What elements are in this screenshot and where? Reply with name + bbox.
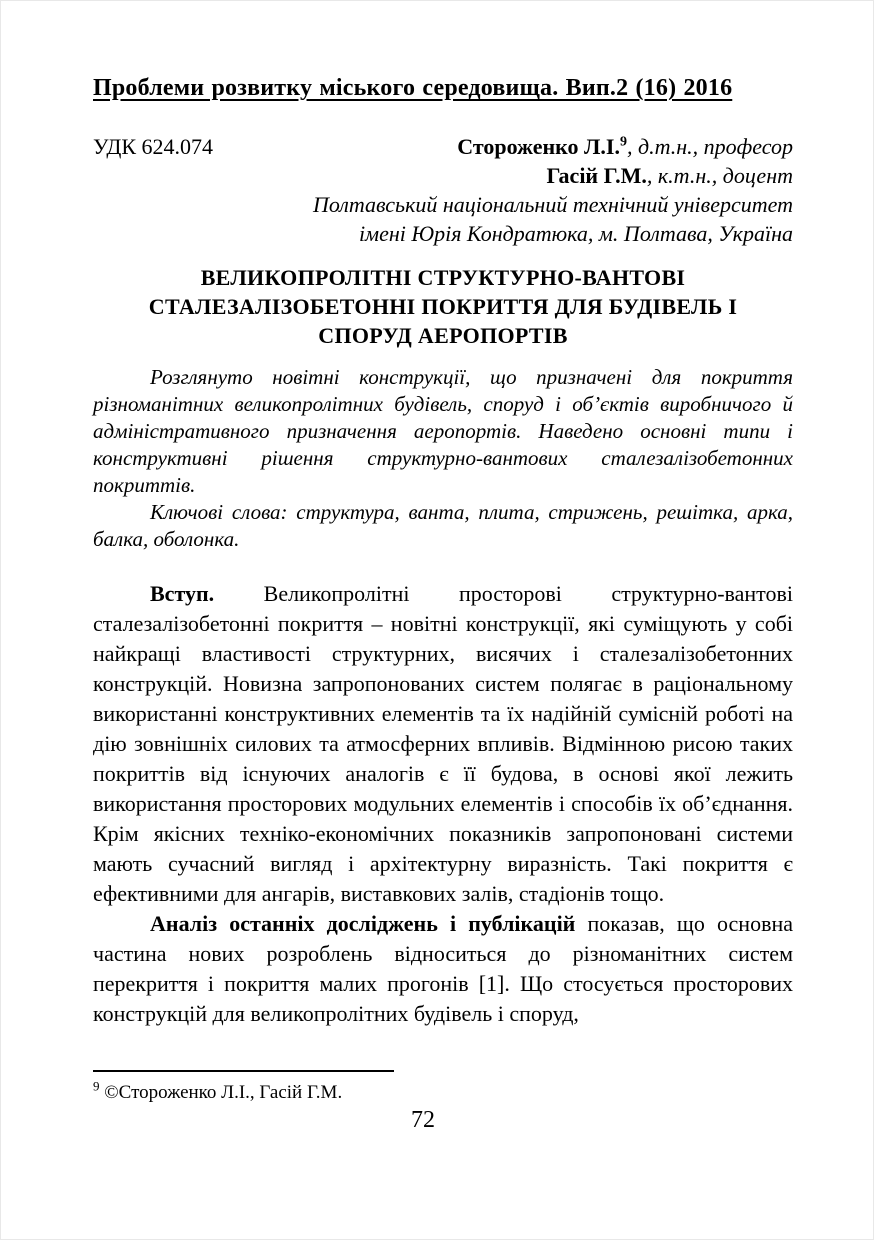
abstract-block — [93, 364, 793, 553]
analysis-paragraph — [93, 909, 793, 1029]
footnote-text: ©Стороженко Л.І., Гасій Г.М. — [104, 1082, 343, 1103]
udc-code: УДК 624.074 — [93, 134, 214, 159]
analysis-text: показав, що основна частина нових розроблень відноситься до різноманітних систем перекриття і покриття малих прогонів [1]. Що стосується просторових конструкцій для великопролітних будівель і споруд, — [93, 911, 793, 1026]
author-credentials: , д.т.н., професор — [626, 134, 793, 159]
article-title-line: СПОРУД АЕРОПОРТІВ — [318, 323, 568, 348]
author-name: Гасій Г.М. — [546, 163, 647, 188]
affiliation-line — [93, 219, 793, 248]
footnote-rule — [93, 1070, 394, 1072]
analysis-lead: Аналіз останніх досліджень і публікацій — [150, 911, 576, 936]
affiliation-text: Полтавський національний технічний університет — [312, 192, 793, 217]
intro-text: Великопролітні просторові структурно-вантові сталезалізобетонні покриття – новітні конструкції, які суміщують у собі найкращі властивості структурних, висячих і сталезалізобетонних конструкцій. Новизна запропонованих систем полягає в раціональному використанні конструктивних елементів та їх надійній сумісній роботі на дію зовнішніх силових та атмосферних впливів. Відмінною рисою таких покриттів від існуючих аналогів є її будова, в основі якої лежить використання просторових модульних елементів і способів їх об’єднання. Крім якісних техніко-економічних показників запропоновані системи мають сучасний вигляд і архітектурну виразність. Такі покриття є ефективними для ангарів, виставкових залів, стадіонів тощо. — [93, 581, 794, 906]
author-footnote-ref: 9 — [619, 134, 627, 150]
abstract-text: Розглянуто новітні конструкції, що призначені для покриття різноманітних великопролітних будівель, споруд і об’єктів виробничого й адміністративного призначення аеропортів. Наведено основні типи і конструктивні рішення структурно-вантових сталезалізобетонних покриттів. — [93, 365, 793, 497]
keywords-label: Ключові слова: — [150, 500, 288, 524]
body-text — [93, 579, 793, 1029]
article-title-line: СТАЛЕЗАЛІЗОБЕТОННІ ПОКРИТТЯ ДЛЯ БУДІВЕЛЬ І — [148, 294, 738, 319]
footnote-ref: 9 — [93, 1078, 100, 1094]
author-line — [93, 161, 793, 190]
author-name: Стороженко Л.І. — [457, 134, 620, 159]
intro-lead: Вступ. — [150, 581, 215, 606]
affiliation-text: імені Юрія Кондратюка, м. Полтава, Україна — [358, 221, 793, 246]
keywords-paragraph — [93, 499, 793, 553]
byline-block — [93, 132, 793, 248]
keywords-text: структура, ванта, плита, стрижень, решітка, арка, балка, оболонка. — [93, 500, 793, 551]
footnote — [93, 1078, 793, 1105]
affiliation-line — [93, 190, 793, 219]
page-number: 72 — [411, 1107, 435, 1133]
article-title — [93, 263, 793, 350]
running-header: Проблеми розвитку міського середовища. Вип.2 (16) 2016 — [93, 75, 733, 101]
author-credentials: , к.т.н., доцент — [646, 163, 793, 188]
intro-paragraph — [93, 579, 793, 909]
article-title-line: ВЕЛИКОПРОЛІТНІ СТРУКТУРНО-ВАНТОВІ — [200, 265, 686, 290]
